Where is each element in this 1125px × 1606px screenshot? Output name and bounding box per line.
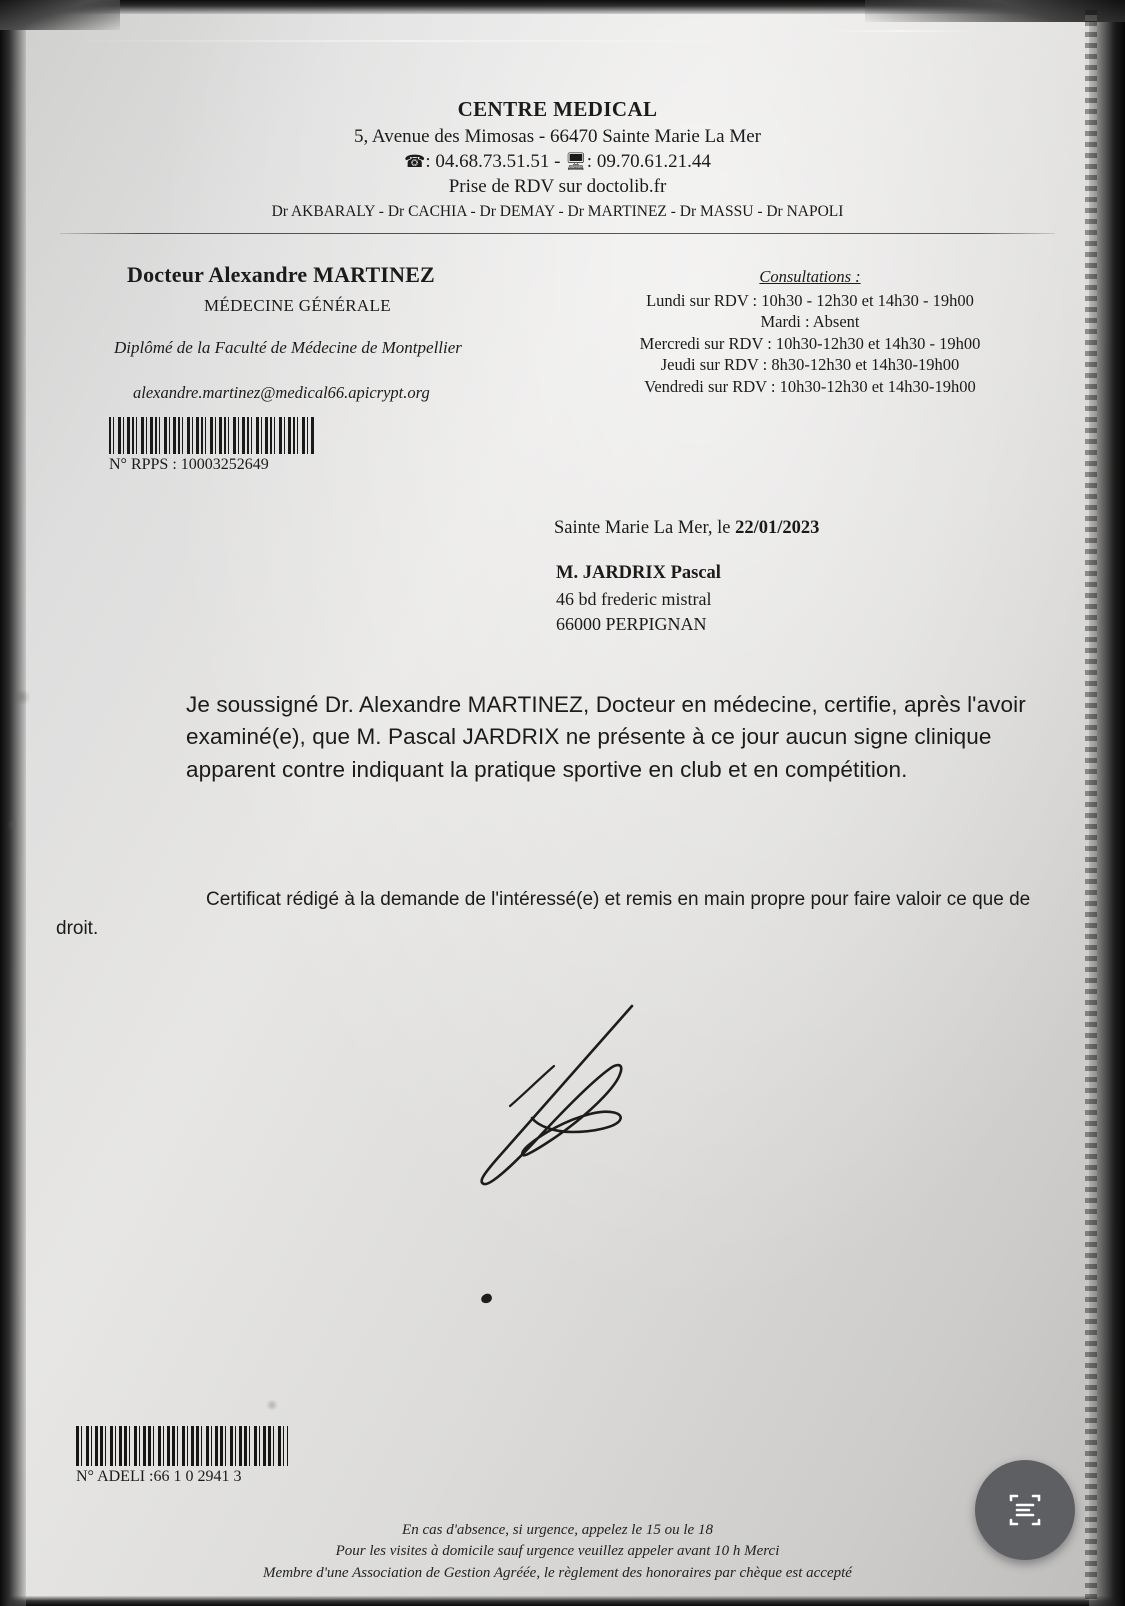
rpps-block <box>109 417 316 474</box>
header-divider <box>60 233 1055 234</box>
footer-note-line: En cas d'absence, si urgence, appelez le 15 ou le 18 <box>402 1522 713 1539</box>
place-date-prefix: Sainte Marie La Mer, le <box>554 518 736 539</box>
footer-notes <box>26 1520 1089 1584</box>
practitioner-name: Docteur Alexandre MARTINEZ <box>127 262 435 288</box>
consultation-hours-line: Vendredi sur RDV : 10h30-12h30 et 14h30-19h00 <box>644 376 976 396</box>
footer-note-line: Membre d'une Association de Gestion Agréée, le règlement des honoraires par chèque est accepté <box>263 1564 852 1581</box>
barcode-rpps <box>109 417 316 454</box>
document-scan-button[interactable] <box>975 1460 1075 1560</box>
letterhead <box>26 96 1089 234</box>
practitioner-diploma: Diplômé de la Faculté de Médecine de Montpellier <box>114 338 462 358</box>
document-sheet <box>26 14 1089 1596</box>
consultation-hours-line: Lundi sur RDV : 10h30 - 12h30 et 14h30 - 19h00 <box>646 290 974 310</box>
addressee-block <box>26 561 1089 636</box>
paper-smudge <box>6 820 18 830</box>
clinic-name: CENTRE MEDICAL <box>457 97 658 121</box>
ink-spot <box>480 1293 493 1305</box>
handwritten-signature <box>386 974 666 1214</box>
rpps-number: N° RPPS : 10003252649 <box>109 456 269 474</box>
scan-edge-bottom <box>0 1596 1125 1606</box>
addressee-name: M. JARDRIX Pascal <box>556 563 721 584</box>
addressee-street: 46 bd frederic mistral <box>556 588 712 609</box>
clinic-doctors-list: Dr AKBARALY - Dr CACHIA - Dr DEMAY - Dr MARTINEZ - Dr MASSU - Dr NAPOLI <box>271 202 844 220</box>
clinic-address: 5, Avenue des Mimosas - 66470 Sainte Marie La Mer <box>353 125 761 147</box>
practitioner-specialty: MÉDECINE GÉNÉRALE <box>204 296 391 316</box>
consultation-hours-title: Consultations : <box>759 267 861 287</box>
consultation-hours-line: Jeudi sur RDV : 8h30-12h30 et 14h30-19h00 <box>660 355 960 375</box>
document-scan-icon <box>1002 1487 1048 1533</box>
consultation-hours-line: Mercredi sur RDV : 10h30-12h30 et 14h30 - 19h00 <box>639 333 981 353</box>
certificate-body: Je soussigné Dr. Alexandre MARTINEZ, Docteur en médecine, certifie, après l'avoir examiné(e), que M. Pascal JARDRIX ne présente à ce jour aucun signe clinique apparent contre indiquant la pratique sportive en club et en compétition. <box>186 691 1026 782</box>
telephone-icon: ☎ <box>404 151 426 171</box>
clinic-fax: : 09.70.61.21.44 <box>586 150 711 172</box>
addressee-city: 66000 PERPIGNAN <box>556 613 707 634</box>
letter-date: 22/01/2023 <box>735 518 820 539</box>
clinic-phone: : 04.68.73.51.51 - <box>425 150 566 172</box>
adeli-number: N° ADELI :66 1 0 2941 3 <box>76 1468 242 1485</box>
barcode-adeli <box>76 1426 288 1466</box>
certificate-closing: Certificat rédigé à la demande de l'intéressé(e) et remis en main propre pour faire valoir ce que de droit. <box>56 889 1031 939</box>
scan-edge-left <box>0 0 26 1606</box>
consultation-hours <box>595 266 1025 397</box>
consultation-hours-line: Mardi : Absent <box>760 312 860 332</box>
practitioner-email: alexandre.martinez@medical66.apicrypt.org <box>133 383 430 403</box>
clinic-contact-line <box>26 149 1089 174</box>
identity-block <box>26 262 1089 492</box>
footer-note-line: Pour les visites à domicile sauf urgence veuillez appeler avant 10 h Merci <box>335 1543 780 1560</box>
booking-line: Prise de RDV sur doctolib.fr <box>448 175 667 197</box>
fax-icon: 🖥 <box>565 151 587 171</box>
place-and-date <box>26 518 1089 539</box>
adeli-block <box>76 1426 288 1486</box>
